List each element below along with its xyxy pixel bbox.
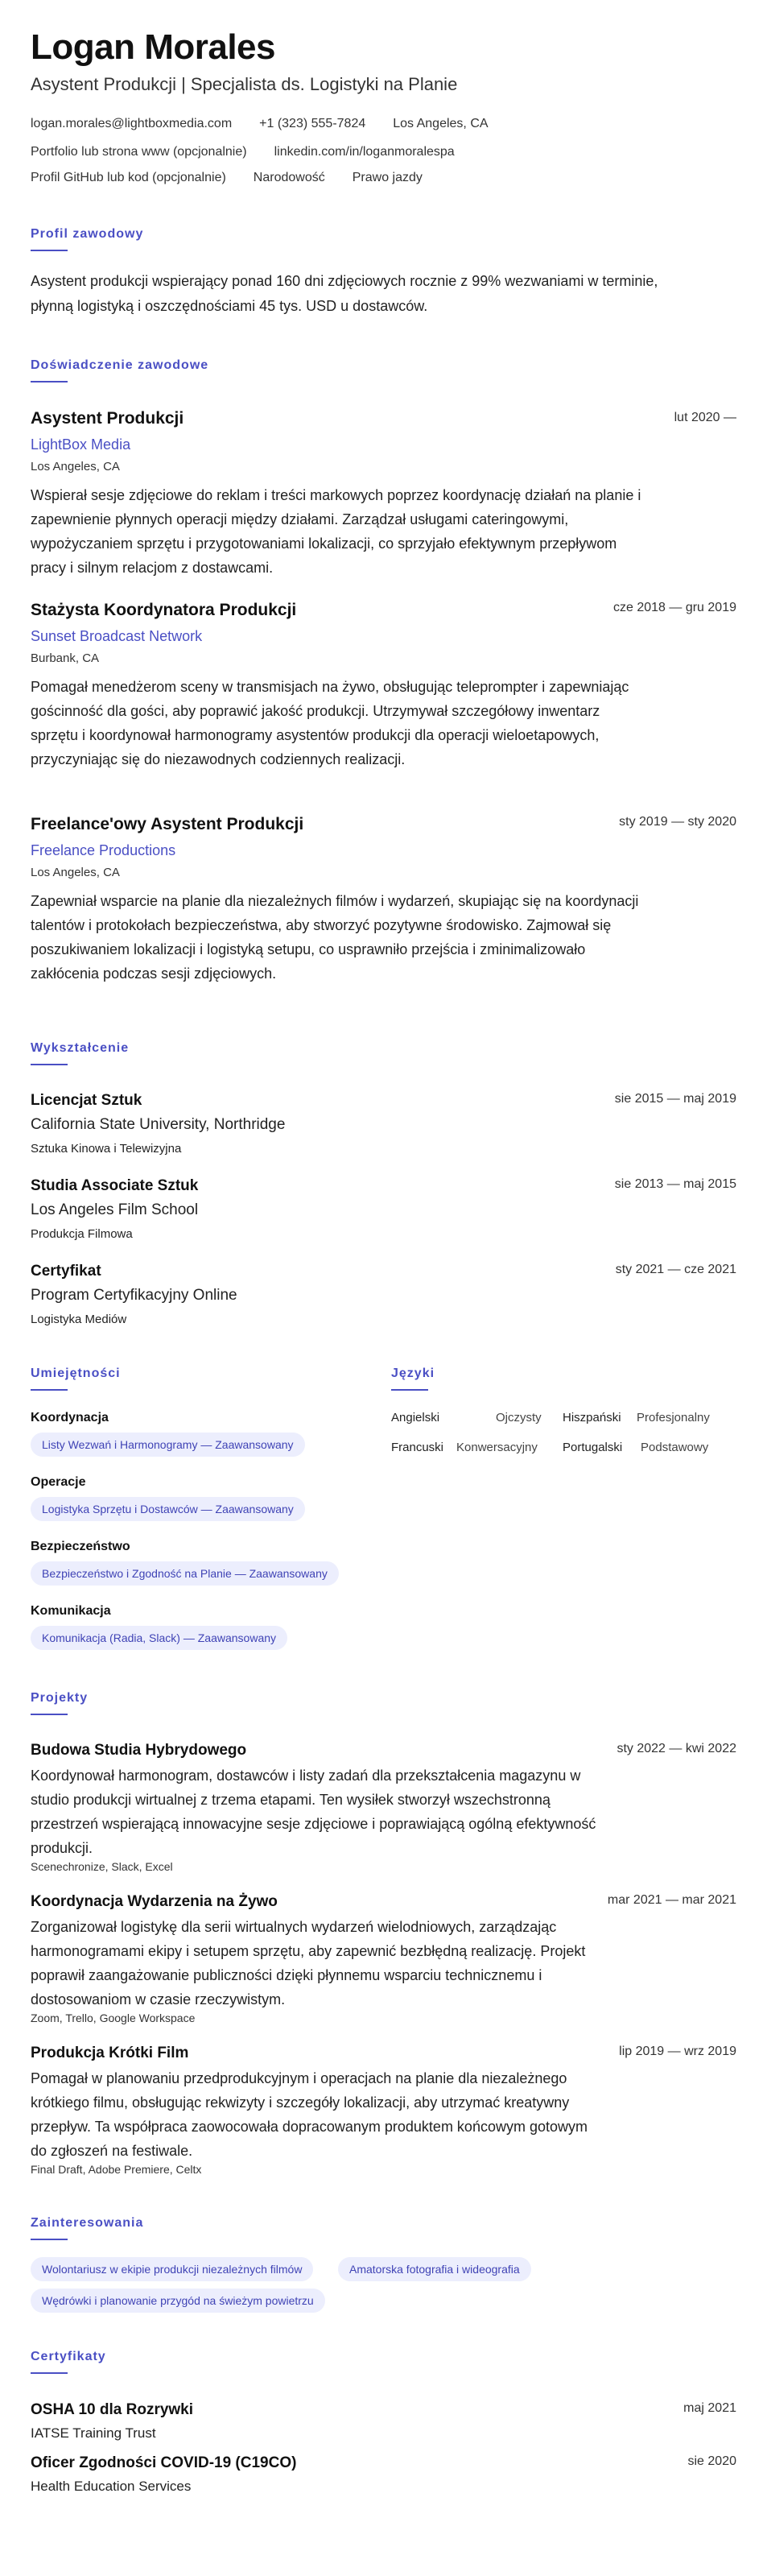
education-dates: sty 2021 — cze 2021 [615, 1263, 736, 1276]
skill-category: Bezpieczeństwo [31, 1540, 130, 1553]
section-rule [31, 1714, 68, 1715]
section-title-skills: Umiejętności [31, 1367, 121, 1380]
certificate-issuer: IATSE Training Trust [31, 2425, 156, 2441]
job-location: Los Angeles, CA [31, 866, 120, 879]
job-company: Freelance Productions [31, 842, 176, 858]
job-title: Stażysta Koordynatora Produkcji [31, 601, 297, 619]
job-dates: lut 2020 — [674, 411, 736, 424]
section-title-experience: Doświadczenie zawodowe [31, 358, 209, 372]
education-degree: Certyfikat [31, 1263, 101, 1280]
skill-category: Komunikacja [31, 1604, 111, 1618]
job-description: Pomagał menedżerom sceny w transmisjach na żywo, obsługując teleprompter i zapewniając gościnność dla gości, aby poprawić jakość produkcji. Utrzymywał szczegółowy inwentarz sprzętu i koordynował harmonogramy asystentów produkcji dla operacji wieloetapowych, przyczyniając się do niezawodnych codziennych realizacji. [31, 679, 629, 767]
interest-tag: Wolontariusz w ekipie produkcji niezależnych filmów [31, 2257, 313, 2281]
language-level: Podstawowy [641, 1441, 709, 1454]
skill-category: Operacje [31, 1475, 86, 1489]
profile-summary: Asystent produkcji wspierający ponad 160 dni zdjęciowych rocznie z 99% wezwaniami w terminie, płynną logistyką i oszczędnościami 45 tys. USD u dostawców. [31, 273, 658, 314]
section-title-interests: Zainteresowania [31, 2216, 144, 2230]
project-description: Koordynował harmonogram, dostawców i listy zadań dla przekształcenia magazynu w studio produkcji wirtualnej z trzema etapami. Ten wysiłek stworzył wszechstronną przestrzeń wspierającą innowacyjne sesje zdjęciowe i poprawiającą ogólną efektywność produkcji. [31, 1768, 596, 1856]
job-company: Sunset Broadcast Network [31, 628, 203, 644]
section-rule [31, 2372, 68, 2374]
contact-nationality: Narodowość [253, 171, 325, 184]
section-rule [31, 250, 68, 251]
candidate-headline: Asystent Produkcji | Specjalista ds. Logistyki na Planie [31, 74, 458, 94]
job-dates: sty 2019 — sty 2020 [619, 815, 736, 829]
contact-row-3 [31, 171, 450, 185]
skill-tag: Bezpieczeństwo i Zgodność na Planie — Zaawansowany [31, 1561, 339, 1586]
contact-row-2 [31, 145, 482, 159]
certificate-name: Oficer Zgodności COVID-19 (C19CO) [31, 2454, 297, 2471]
language-level: Profesjonalny [637, 1411, 710, 1424]
contact-row-1 [31, 117, 516, 131]
project-title: Budowa Studia Hybrydowego [31, 1742, 247, 1759]
job-title: Asystent Produkcji [31, 409, 184, 428]
job-description: Zapewniał wsparcie na planie dla niezależnych filmów i wydarzeń, skupiając się na koordynacji talentów i protokołach bezpieczeństwa, aby stworzyć pozytywne środowisko. Zajmował się poszukiwaniem lokalizacji i logistyką setupu, co usprawniło przejścia i zminimalizowało zakłócenia podczas sesji zdjęciowych. [31, 893, 639, 982]
certificate-date: sie 2020 [687, 2454, 736, 2468]
section-title-certificates: Certyfikaty [31, 2350, 106, 2363]
interest-tag: Amatorska fotografia i wideografia [338, 2257, 531, 2281]
contact-phone[interactable]: +1 (323) 555-7824 [259, 117, 366, 130]
contact-email[interactable]: logan.morales@lightboxmedia.com [31, 117, 233, 130]
contact-github[interactable]: Profil GitHub lub kod (opcjonalnie) [31, 171, 226, 184]
contact-linkedin[interactable]: linkedin.com/in/loganmoralespa [274, 145, 455, 159]
education-degree: Licencjat Sztuk [31, 1092, 142, 1109]
section-title-languages: Języki [391, 1367, 435, 1380]
education-school: Los Angeles Film School [31, 1201, 199, 1218]
section-rule [31, 2239, 68, 2240]
certificate-date: maj 2021 [683, 2401, 736, 2415]
certificate-name: OSHA 10 dla Rozrywki [31, 2401, 194, 2418]
skill-tag: Komunikacja (Radia, Slack) — Zaawansowany [31, 1626, 287, 1650]
education-school: Program Certyfikacyjny Online [31, 1287, 237, 1304]
job-title: Freelance'owy Asystent Produkcji [31, 815, 304, 833]
education-field: Sztuka Kinowa i Telewizyjna [31, 1142, 182, 1156]
language-level: Ojczysty [496, 1411, 542, 1424]
section-rule [31, 381, 68, 382]
language-name: Portugalski [563, 1441, 623, 1454]
skill-tag: Listy Wezwań i Harmonogramy — Zaawansowany [31, 1433, 305, 1457]
section-rule [31, 1064, 68, 1065]
language-name: Francuski [391, 1441, 444, 1454]
section-title-profile: Profil zawodowy [31, 227, 144, 241]
job-location: Burbank, CA [31, 651, 100, 665]
language-level: Konwersacyjny [456, 1441, 538, 1454]
job-dates: cze 2018 — gru 2019 [613, 601, 736, 614]
skill-tag: Logistyka Sprzętu i Dostawców — Zaawansowany [31, 1497, 305, 1521]
contact-location: Los Angeles, CA [393, 117, 489, 130]
education-degree: Studia Associate Sztuk [31, 1177, 199, 1194]
project-description: Pomagał w planowaniu przedprodukcyjnym i operacjach na planie dla niezależnego krótkiego filmu, obsługując rekwizyty i szczegóły lokalizacji, aby utrzymać kreatywny przepływ. Ta współpraca zaowocowała dopracowanym produktem końcowym gotowym do zgłoszeń na festiwale. [31, 2070, 588, 2159]
education-field: Produkcja Filmowa [31, 1227, 133, 1241]
contact-driving-license: Prawo jazdy [352, 171, 423, 184]
project-title: Koordynacja Wydarzenia na Żywo [31, 1893, 278, 1910]
education-dates: sie 2013 — maj 2015 [614, 1177, 736, 1191]
language-name: Angielski [391, 1411, 440, 1424]
project-tools: Final Draft, Adobe Premiere, Celtx [31, 2163, 202, 2176]
certificate-issuer: Health Education Services [31, 2479, 192, 2494]
project-title: Produkcja Krótki Film [31, 2045, 189, 2061]
candidate-name: Logan Morales [31, 27, 275, 67]
project-dates: mar 2021 — mar 2021 [607, 1893, 736, 1907]
section-title-education: Wykształcenie [31, 1041, 130, 1055]
job-location: Los Angeles, CA [31, 460, 120, 473]
skill-category: Koordynacja [31, 1411, 109, 1424]
project-tools: Zoom, Trello, Google Workspace [31, 2012, 196, 2024]
section-rule [31, 1389, 68, 1391]
language-name: Hiszpański [563, 1411, 621, 1424]
section-rule [391, 1389, 428, 1391]
education-field: Logistyka Mediów [31, 1313, 127, 1326]
job-description: Wspierał sesje zdjęciowe do reklam i treści markowych poprzez koordynację działań na planie i zapewnienie płynnych operacji między działami. Zarządzał usługami cateringowymi, wypożyczaniem sprzętu i przygotowaniami lokalizacji, co sprzyjało efektywnym przepływom pracy i silnym relacjom z dostawcami. [31, 487, 641, 576]
project-tools: Scenechronize, Slack, Excel [31, 1860, 173, 1873]
interest-tag: Wędrówki i planowanie przygód na świeżym powietrzu [31, 2289, 325, 2313]
section-title-projects: Projekty [31, 1691, 89, 1705]
contact-portfolio[interactable]: Portfolio lub strona www (opcjonalnie) [31, 145, 247, 159]
project-dates: lip 2019 — wrz 2019 [619, 2045, 736, 2058]
job-company: LightBox Media [31, 436, 131, 453]
education-dates: sie 2015 — maj 2019 [614, 1092, 736, 1106]
education-school: California State University, Northridge [31, 1116, 286, 1133]
project-dates: sty 2022 — kwi 2022 [616, 1742, 736, 1755]
project-description: Zorganizował logistykę dla serii wirtualnych wydarzeń wielodniowych, zarządzając harmonogramami ekipy i setupem sprzętu, aby zapewnić bezbłędną realizację. Projekt poprawił zaangażowanie publiczności dzięki płynnemu wsparciu technicznemu i dostosowaniom w czasie rzeczywistym. [31, 1919, 586, 2007]
